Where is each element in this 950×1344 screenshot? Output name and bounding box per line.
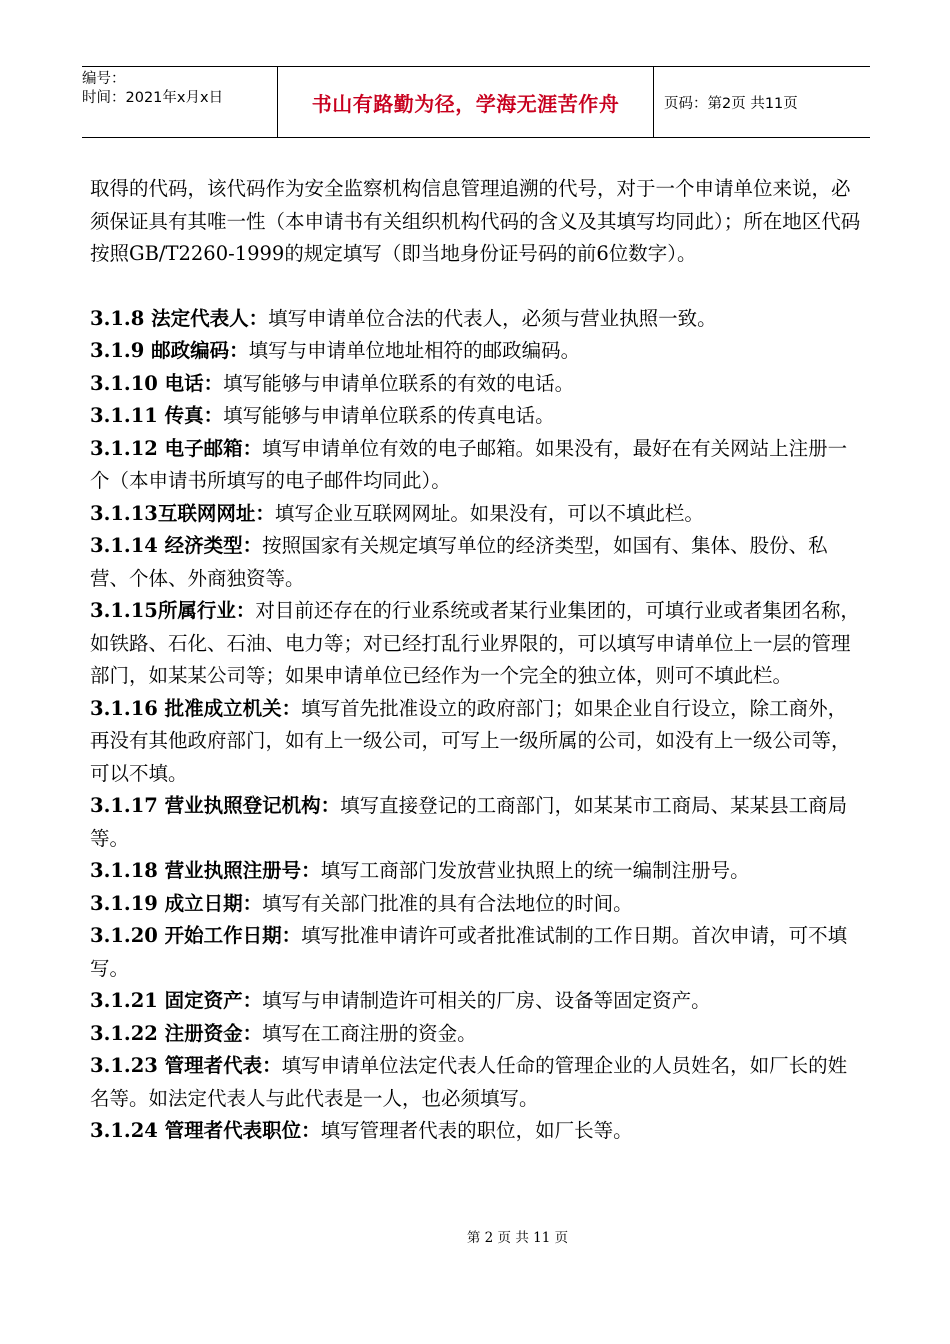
section-term: 成立日期： — [164, 891, 263, 915]
section-term: 经济类型： — [164, 534, 263, 557]
section-item — [90, 400, 862, 433]
section-item — [90, 498, 862, 531]
section-term: 电子邮箱： — [164, 436, 263, 460]
section-term: 所属行业： — [157, 599, 256, 622]
section-text: 填写申请单位有效的电子邮箱。如果没有，最好在有关网站上注册一个（本申请书所填写的电子邮件均同此）。 — [90, 436, 848, 492]
section-number: 3.1.9 — [90, 339, 152, 362]
section-term: 管理者代表职位： — [164, 1119, 321, 1142]
intro-paragraph: 取得的代码，该代码作为安全监察机构信息管理追溯的代号，对于一个申请单位来说，必须保证具有其唯一性（本申请书有关组织机构代码的含义及其填写均同此）；所在地区代码按照GB/T2260-1999的规定填写（即当地身份证号码的前6位数字）。 — [90, 177, 861, 265]
section-text: 填写首先批准设立的政府部门；如果企业自行设立，除工商外，再没有其他政府部门，如有上一级公司，可写上一级所属的公司，如没有上一级公司等，可以不填。 — [90, 696, 851, 785]
section-number: 3.1.8 — [90, 306, 152, 330]
section-item — [90, 1115, 862, 1148]
section-text: 填写企业互联网网址。如果没有，可以不填此栏。 — [274, 501, 704, 525]
page-header — [82, 66, 870, 138]
paragraph-gap — [90, 271, 862, 303]
section-number: 3.1.20 — [90, 924, 165, 947]
section-number: 3.1.11 — [90, 404, 165, 427]
section-item — [90, 368, 862, 401]
section-number: 3.1.13 — [90, 501, 158, 525]
section-item — [90, 920, 862, 985]
section-item — [90, 1018, 862, 1051]
section-text: 填写能够与申请单位联系的传真电话。 — [223, 404, 555, 427]
section-number: 3.1.18 — [90, 859, 165, 882]
section-text: 填写与申请单位地址相符的邮政编码。 — [248, 339, 581, 362]
section-item — [90, 790, 862, 855]
serial-number-label: 编号： — [82, 71, 126, 87]
section-term: 开始工作日期： — [164, 924, 302, 947]
section-text: 填写申请单位法定代表人任命的管理企业的人员姓名，如厂长的姓名等。如法定代表人与此代表是一人，也必须填写。 — [90, 1054, 848, 1110]
header-meta — [82, 67, 277, 137]
page-footer — [0, 1226, 950, 1246]
header-slogan: 书山有路勤为径，学海无涯苦作舟 — [311, 91, 620, 116]
section-item — [90, 1050, 862, 1115]
date-label: 时间：2021年x月x日 — [82, 90, 224, 106]
section-number: 3.1.22 — [90, 1021, 165, 1045]
section-term: 邮政编码： — [151, 339, 249, 362]
section-text: 对目前还存在的行业系统或者某行业集团的，可填行业或者集团名称，如铁路、石化、石油、电力等；对已经打乱行业界限的，可以填写申请单位上一层的管理部门，如某某公司等；如果申请单位已经作为一个完全的独立体，则可不填此栏。 — [90, 599, 860, 687]
section-number: 3.1.15 — [90, 599, 158, 622]
section-text: 填写与申请制造许可相关的厂房、设备等固定资产。 — [262, 989, 711, 1012]
section-text: 填写管理者代表的职位，如厂长等。 — [320, 1119, 633, 1142]
section-item — [90, 530, 862, 595]
section-text: 填写有关部门批准的具有合法地位的时间。 — [262, 891, 633, 915]
section-item — [90, 855, 862, 888]
section-text: 填写申请单位合法的代表人，必须与营业执照一致。 — [268, 306, 717, 330]
section-number: 3.1.21 — [90, 989, 165, 1012]
section-number: 3.1.16 — [90, 696, 165, 720]
section-item — [90, 693, 862, 791]
section-term: 电话： — [164, 371, 224, 395]
header-page-code: 页码：第2页 共11页 — [664, 95, 798, 112]
section-item — [90, 303, 862, 336]
section-number: 3.1.10 — [90, 371, 165, 395]
section-number: 3.1.17 — [90, 794, 165, 817]
section-item — [90, 433, 862, 498]
section-text: 填写能够与申请单位联系的有效的电话。 — [223, 371, 575, 395]
section-term: 注册资金： — [164, 1021, 263, 1045]
section-item — [90, 335, 862, 368]
section-number: 3.1.19 — [90, 891, 165, 915]
header-slogan-cell — [277, 67, 654, 137]
section-text: 填写直接登记的工商部门，如某某市工商局、某某县工商局等。 — [90, 794, 848, 850]
section-term: 营业执照注册号： — [164, 859, 321, 882]
section-text: 按照国家有关规定填写单位的经济类型，如国有、集体、股份、私营、个体、外商独资等。 — [90, 534, 828, 590]
section-text: 填写在工商注册的资金。 — [262, 1021, 477, 1045]
section-item — [90, 888, 862, 921]
header-page-cell — [654, 67, 870, 137]
section-number: 3.1.24 — [90, 1119, 165, 1142]
footer-page-number: 第 2 页 共 11 页 — [466, 1230, 569, 1246]
section-item — [90, 985, 862, 1018]
section-number: 3.1.14 — [90, 534, 165, 557]
section-term: 法定代表人： — [151, 306, 269, 330]
section-term: 管理者代表： — [164, 1054, 282, 1077]
section-text: 填写工商部门发放营业执照上的统一编制注册号。 — [320, 859, 750, 882]
section-number: 3.1.12 — [90, 436, 165, 460]
document-body — [90, 173, 862, 1148]
section-term: 营业执照登记机构： — [164, 794, 341, 817]
section-term: 传真： — [164, 404, 224, 427]
section-item — [90, 595, 862, 693]
section-term: 互联网网址： — [157, 501, 275, 525]
section-term: 固定资产： — [164, 989, 263, 1012]
section-term: 批准成立机关： — [164, 696, 302, 720]
section-number: 3.1.23 — [90, 1054, 165, 1077]
section-list — [90, 303, 862, 1148]
section-text: 填写批准申请许可或者批准试制的工作日期。首次申请，可不填写。 — [90, 924, 848, 980]
